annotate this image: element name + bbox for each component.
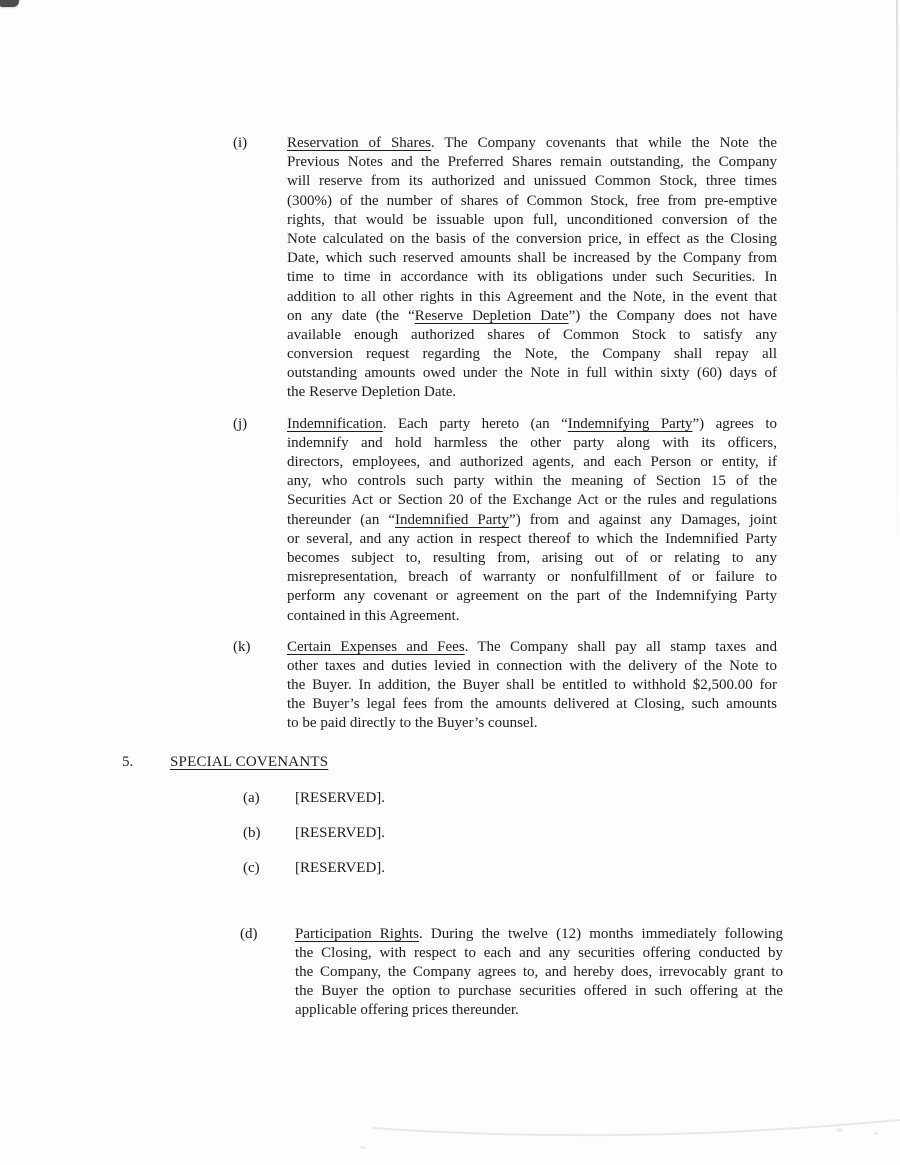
text-line [287,472,777,491]
underlined-term: Participation Rights [295,925,419,942]
paragraph-text [295,925,783,1021]
text-segment: . The Company shall pay all stamp taxes and [464,638,777,655]
text-segment: . Each party hereto (an “ [382,415,568,432]
text-line [287,268,777,287]
text-segment: on any date (the “ [287,307,415,324]
text-line [287,530,777,549]
text-line [287,549,777,568]
underlined-term: Reservation of Shares [287,135,431,151]
underlined-term: Reserve Depletion Date [414,307,569,324]
text-line [287,307,777,326]
text-segment: the Buyer’s legal fees from the amounts delivered at Closing, such amounts [287,696,777,713]
text-segment: contained in this Agreement. [287,607,460,624]
text-segment: misrepresentation, breach of warranty or nonfulfillment of or failure to [287,569,777,586]
text-segment: ”) agrees to [692,415,777,432]
text-segment: conversion request regarding the Note, the Company shall repay all [287,346,777,363]
section-title: SPECIAL COVENANTS [170,753,329,770]
text-line [295,1001,783,1020]
text-segment: . During the twelve (12) months immediately following [418,925,783,942]
text-line [287,288,777,307]
text-line [287,364,777,383]
text-segment: (300%) of the number of shares of Common Stock, free from pre-emptive [287,192,777,209]
paragraph-indemnification [233,415,900,626]
text-segment: available enough authorized shares of Common Stock to satisfy any [287,326,777,343]
paragraph-label: (j) [233,415,248,432]
text-line [287,415,777,434]
text-segment: the Buyer the option to purchase securities offered in such offering at the [295,983,783,1000]
list-item-text: [RESERVED]. [295,824,386,841]
list-item-label: (a) [243,789,260,806]
paragraph-text [287,134,777,403]
list-item-label: (c) [243,859,260,876]
paragraph-certain-expenses-and-fees [233,638,900,734]
text-segment: Note calculated on the basis of the conversion price, in effect as the Closing [287,230,777,247]
paragraph-text [287,638,777,734]
text-segment: applicable offering prices thereunder. [295,1002,519,1019]
text-line [287,134,777,153]
paragraph-reservation-of-shares [233,134,900,403]
text-segment: ”) from and against any Damages, joint [509,511,777,528]
text-line [287,676,777,695]
list-item-label: (b) [243,824,261,841]
scan-artifact-speck [360,1146,365,1149]
text-line [287,434,777,453]
list-item-b [243,823,900,843]
text-line [287,345,777,364]
text-segment: rights, that would be issuable upon full, unconditioned conversion of the [287,211,777,228]
list-item-text: [RESERVED]. [295,789,386,806]
text-line [295,944,783,963]
paragraph-label: (k) [233,638,251,655]
text-segment: Previous Notes and the Preferred Shares remain outstanding, the Company [287,154,777,171]
text-segment: . The Company covenants that while the Note the [430,135,778,151]
section-heading-row [122,752,900,772]
scan-artifact-corner-mark [0,0,19,7]
text-segment: will reserve from its authorized and unissued Common Stock, three times [287,173,777,190]
list-item-c [243,858,900,878]
text-line [287,153,777,172]
underlined-term: Certain Expenses and Fees [287,638,465,655]
text-segment: the Closing, with respect to each and any securities offering conducted by [295,944,783,961]
text-line [287,211,777,230]
text-line [287,695,777,714]
text-segment: addition to all other rights in this Agreement and the Note, in the event that [287,288,777,305]
paragraph-label: (i) [233,135,248,151]
text-segment: thereunder (an “ [287,511,396,528]
text-line [287,714,777,733]
underlined-term: Indemnification [287,415,383,432]
text-line [287,453,777,472]
text-line [287,326,777,345]
text-segment: Securities Act or Section 20 of the Exchange Act or the rules and regulations [287,492,777,509]
text-segment: any, who controls such party within the meaning of Section 15 of the [287,473,777,490]
text-segment: other taxes and duties levied in connection with the delivery of the Note to [287,657,777,674]
section-number: 5. [122,753,134,770]
list-item-a [243,788,900,808]
text-line [287,230,777,249]
text-segment: perform any covenant or agreement on the part of the Indemnifying Party [287,588,777,605]
text-segment: the Reserve Depletion Date. [287,384,457,401]
text-line [287,192,777,211]
text-segment: time to time in accordance with its obligations under such Securities. In [287,269,777,286]
text-segment: or several, and any action in respect thereof to which the Indemnified Party [287,530,777,547]
text-line [287,657,777,676]
text-segment: the Buyer. In addition, the Buyer shall be entitled to withhold $2,500.00 for [287,677,777,694]
text-segment: to be paid directly to the Buyer’s counsel. [287,715,538,732]
text-line [287,491,777,510]
paragraph-text [287,415,777,626]
text-segment: Date, which such reserved amounts shall be increased by the Company from [287,250,777,267]
text-line [295,982,783,1001]
text-line [287,638,777,657]
text-line [295,963,783,982]
text-line [295,925,783,944]
scan-artifact-edge-line [896,0,898,560]
scan-artifact-speck [836,1128,843,1132]
text-segment: the Company, the Company agrees to, and hereby does, irrevocably grant to [295,964,783,980]
text-segment: becomes subject to, resulting from, arising out of or relating to any [287,549,777,566]
text-segment: indemnify and hold harmless the other party along with its officers, [287,434,777,451]
scan-artifact-speck [873,1132,878,1135]
text-line [287,587,777,606]
text-line [287,172,777,191]
text-line [287,607,777,626]
text-line [287,568,777,587]
text-segment: outstanding amounts owed under the Note in full within sixty (60) days of [287,365,777,382]
text-segment: ”) the Company does not have [568,307,777,324]
paragraph-participation-rights [240,925,900,1021]
list-item-text: [RESERVED]. [295,859,386,876]
text-line [287,511,777,530]
underlined-term: Indemnified Party [395,511,510,528]
text-line [287,249,777,268]
text-line [287,383,777,402]
underlined-term: Indemnifying Party [567,415,693,432]
text-segment: directors, employees, and authorized agents, and each Person or entity, if [287,454,777,470]
paragraph-label: (d) [240,925,258,942]
